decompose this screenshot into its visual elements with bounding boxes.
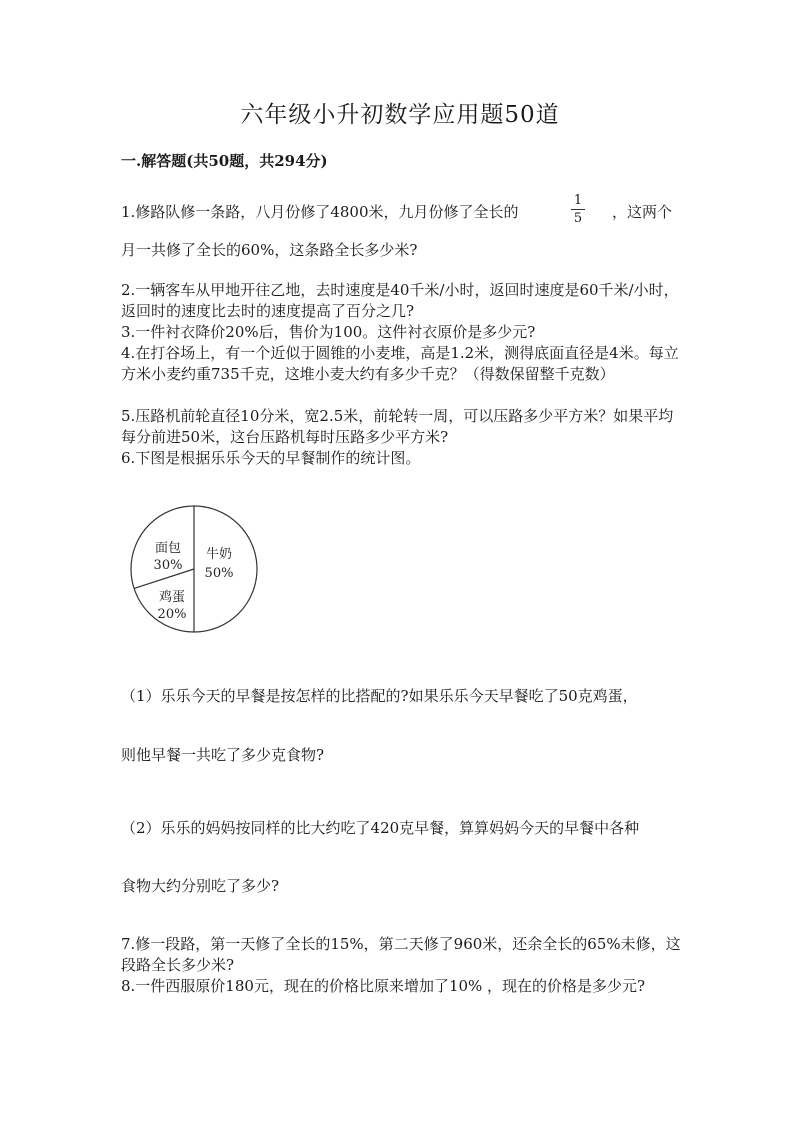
slice-milk-label: 牛奶 — [205, 547, 233, 562]
slice-bread-label: 面包 — [154, 541, 182, 556]
question-6-sub2-line1: （2）乐乐的妈妈按同样的比大约吃了420克早餐，算算妈妈今天的早餐中各种 — [121, 819, 640, 837]
breakfast-pie-chart — [129, 504, 263, 638]
question-6: 6.下图是根据乐乐今天的早餐制作的统计图。 — [121, 449, 421, 467]
section-heading: 一.解答题(共50题，共294分) — [121, 152, 328, 170]
slice-milk-value: 50% — [204, 566, 234, 581]
question-1-line2: 月一共修了全长的60%，这条路全长多少米? — [121, 241, 418, 259]
fraction-bar — [571, 209, 585, 210]
fraction-denominator: 5 — [573, 211, 583, 226]
question-1-text: 1.修路队修一条路，八月份修了4800米，九月份修了全长的 — [121, 203, 519, 221]
question-6-sub1-line1: （1）乐乐今天的早餐是按怎样的比搭配的?如果乐乐今天早餐吃了50克鸡蛋， — [121, 687, 638, 705]
question-6-sub1-line2: 则他早餐一共吃了多少克食物? — [121, 746, 325, 764]
question-6-sub2-line2: 食物大约分别吃了多少? — [121, 877, 280, 895]
question-8: 8.一件西服原价180元，现在的价格比原来增加了10% ，现在的价格是多少元? — [121, 977, 646, 995]
fraction-one-fifth — [568, 193, 588, 226]
question-3: 3.一件衬衣降价20%后，售价为100。这件衬衣原价是多少元? — [121, 323, 536, 341]
slice-bread-value: 30% — [153, 558, 183, 573]
question-5: 5.压路机前轮直径10分米，宽2.5米，前轮转一周，可以压路多少平方米？如果平均每分前进50米，这台压路机每时压路多少平方米? — [121, 407, 674, 446]
slice-egg-label: 鸡蛋 — [158, 590, 186, 605]
slice-egg-value: 20% — [157, 607, 187, 622]
question-7: 7.修一段路，第一天修了全长的15%，第二天修了960米，还余全长的65%未修，这段路全长多少米? — [121, 935, 681, 974]
question-1-suffix: ，这两个 — [612, 203, 673, 221]
question-4: 4.在打谷场上，有一个近似于圆锥的小麦堆，高是1.2米，测得底面直径是4米。每立方米小麦约重735千克，这堆小麦大约有多少千克？（得数保留整千克数） — [121, 344, 679, 383]
page-title: 六年级小升初数学应用题50道 — [240, 102, 560, 128]
question-2: 2.一辆客车从甲地开往乙地，去时速度是40千米/小时，返回时速度是60千米/小时，返回时的速度比去时的速度提高了百分之几? — [121, 281, 679, 320]
fraction-numerator: 1 — [573, 193, 583, 208]
